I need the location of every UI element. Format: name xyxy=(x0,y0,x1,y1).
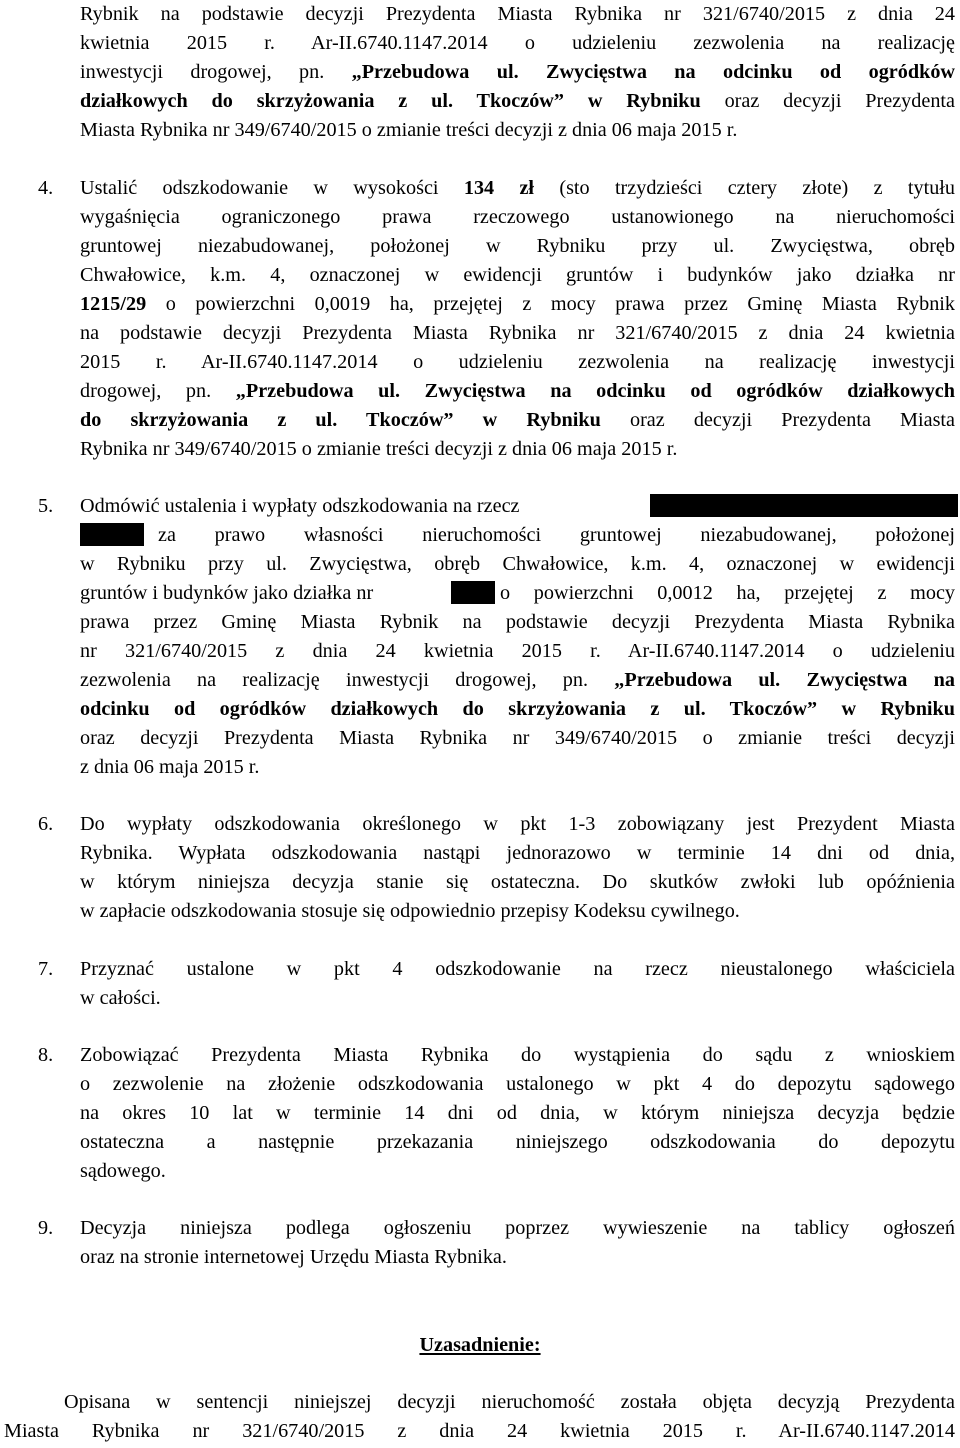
redaction-bar xyxy=(650,494,958,517)
text-line xyxy=(80,290,955,319)
text-line: na okres 10 lat w terminie 14 dni od dnia, w którym niniejsza decyzja będzie xyxy=(80,1102,955,1124)
text-span: inwestycji drogowej, pn. xyxy=(80,61,352,83)
amount-bold: 134 zł xyxy=(463,177,535,199)
text-line: w całości. xyxy=(80,987,161,1009)
text-line: 2015 r. Ar-II.6740.1147.2014 o udzieleniu zezwolenia na realizację inwestycji xyxy=(80,351,955,373)
text-line: prawa przez Gminę Miasta Rybnik na podstawie decyzji Prezydenta Miasta Rybnika xyxy=(80,611,955,633)
text-line: sądowego. xyxy=(80,1160,166,1182)
item-number: 7. xyxy=(38,958,54,980)
text-line: Rybnika. Wypłata odszkodowania nastąpi jednorazowo w terminie 14 dni od dnia, xyxy=(80,842,955,864)
project-name-bold: do skrzyżowania z ul. Tkoczów” xyxy=(80,409,454,431)
text-line: o zezwolenie na złożenie odszkodowania ustalonego w pkt 4 do depozytu sądowego xyxy=(80,1073,955,1095)
text-line xyxy=(80,87,955,116)
text-line: o powierzchni 0,0012 ha, przejętej z mocy xyxy=(500,582,955,604)
text-line: w którym niniejsza decyzja stanie się ostateczna. Do skutków zwłoki lub opóźnienia xyxy=(80,871,955,893)
text-line: Do wypłaty odszkodowania określonego w pkt 1-3 zobowiązany jest Prezydent Miasta xyxy=(80,813,955,835)
text-line: oraz decyzji Prezydenta Miasta Rybnika nr 349/6740/2015 o zmianie treści decyzji xyxy=(80,727,955,749)
text-span: drogowej, pn. xyxy=(80,380,236,402)
text-line: Decyzja niniejsza podlega ogłoszeniu poprzez wywieszenie na tablicy ogłoszeń xyxy=(80,1217,955,1239)
text-line: Przyznać ustalone w pkt 4 odszkodowanie na rzecz nieustalonego właściciela xyxy=(80,958,955,980)
redaction-bar xyxy=(80,523,144,546)
parcel-number-bold: 1215/29 xyxy=(80,293,147,315)
text-line: Chwałowice, k.m. 4, oznaczonej w ewidencji gruntów i budynków jako działka nr xyxy=(80,264,955,286)
text-span: oraz decyzji Prezydenta Miasta xyxy=(600,409,955,431)
text-line: Miasta Rybnika nr 349/6740/2015 o zmianie treści decyzji z dnia 06 maja 2015 r. xyxy=(80,119,738,141)
project-name-bold: działkowych do skrzyżowania z ul. Tkoczów” xyxy=(80,90,564,112)
text-line: Zobowiązać Prezydenta Miasta Rybnika do wystąpienia do sądu z wnioskiem xyxy=(80,1044,955,1066)
project-name-bold: „Przebudowa ul. Zwycięstwa na odcinku od ogródków działkowych xyxy=(235,380,955,402)
text-line: kwietnia 2015 r. Ar-II.6740.1147.2014 o udzieleniu zezwolenia na realizację xyxy=(80,32,955,54)
text-line: nr 321/6740/2015 z dnia 24 kwietnia 2015 r. Ar-II.6740.1147.2014 o udzieleniu xyxy=(80,640,955,662)
item-number: 5. xyxy=(38,495,54,517)
redaction-bar xyxy=(451,581,495,604)
text-line: Rybnika nr 349/6740/2015 o zmianie treści decyzji z dnia 06 maja 2015 r. xyxy=(80,438,678,460)
project-name-bold: w Rybniku xyxy=(563,90,701,112)
project-name-bold: w Rybniku xyxy=(453,409,601,431)
text-line xyxy=(80,406,955,435)
text-line: gruntowej niezabudowanej, położonej w Rybniku przy ul. Zwycięstwa, obręb xyxy=(80,235,955,257)
text-line: Odmówić ustalenia i wypłaty odszkodowania na rzecz xyxy=(80,495,520,517)
text-line: Opisana w sentencji niniejszej decyzji nieruchomość została objęta decyzją Prezydenta xyxy=(64,1391,955,1413)
text-line: Rybnik na podstawie decyzji Prezydenta Miasta Rybnika nr 321/6740/2015 z dnia 24 xyxy=(80,3,955,25)
text-line: wygaśnięcia ograniczonego prawa rzeczowego ustanowionego na nieruchomości xyxy=(80,206,955,228)
text-span: (sto trzydzieści cztery złote) z tytułu xyxy=(534,177,955,199)
text-line: na podstawie decyzji Prezydenta Miasta Rybnika nr 321/6740/2015 z dnia 24 kwietnia xyxy=(80,322,955,344)
text-line: gruntów i budynków jako działka nr xyxy=(80,582,374,604)
text-span: Ustalić odszkodowanie w wysokości xyxy=(80,177,464,199)
text-line xyxy=(80,377,955,406)
text-line: odcinku od ogródków działkowych do skrzyżowania z ul. Tkoczów” w Rybniku xyxy=(80,698,955,720)
item-number: 9. xyxy=(38,1217,54,1239)
text-line: ostateczna a następnie przekazania niniejszego odszkodowania do depozytu xyxy=(80,1131,955,1153)
text-line xyxy=(80,174,955,203)
item-number: 8. xyxy=(38,1044,54,1066)
text-line xyxy=(80,58,955,87)
project-name-bold: „Przebudowa ul. Zwycięstwa na odcinku od ogródków xyxy=(351,61,955,83)
section-heading: Uzasadnienie: xyxy=(419,1334,541,1356)
text-span: zezwolenia na realizację inwestycji drogowej, pn. xyxy=(80,669,615,691)
text-line xyxy=(80,666,955,695)
text-line: w zapłacie odszkodowania stosuje się odpowiednio przepisy Kodeksu cywilnego. xyxy=(80,900,740,922)
item-number: 6. xyxy=(38,813,54,835)
text-line: z dnia 06 maja 2015 r. xyxy=(80,756,260,778)
text-span: oraz decyzji Prezydenta xyxy=(700,90,955,112)
text-line: za prawo własności nieruchomości gruntowej niezabudowanej, położonej xyxy=(158,524,955,546)
project-name-bold: „Przebudowa ul. Zwycięstwa na xyxy=(614,669,955,691)
text-line: w Rybniku przy ul. Zwycięstwa, obręb Chwałowice, k.m. 4, oznaczonej w ewidencji xyxy=(80,553,955,575)
text-span: o powierzchni 0,0019 ha, przejętej z mocy prawa przez Gminę Miasta Rybnik xyxy=(146,293,955,315)
text-line: Miasta Rybnika nr 321/6740/2015 z dnia 24 kwietnia 2015 r. Ar-II.6740.1147.2014 xyxy=(4,1420,955,1442)
text-line: oraz na stronie internetowej Urzędu Miasta Rybnika. xyxy=(80,1246,507,1268)
item-number: 4. xyxy=(38,177,54,199)
